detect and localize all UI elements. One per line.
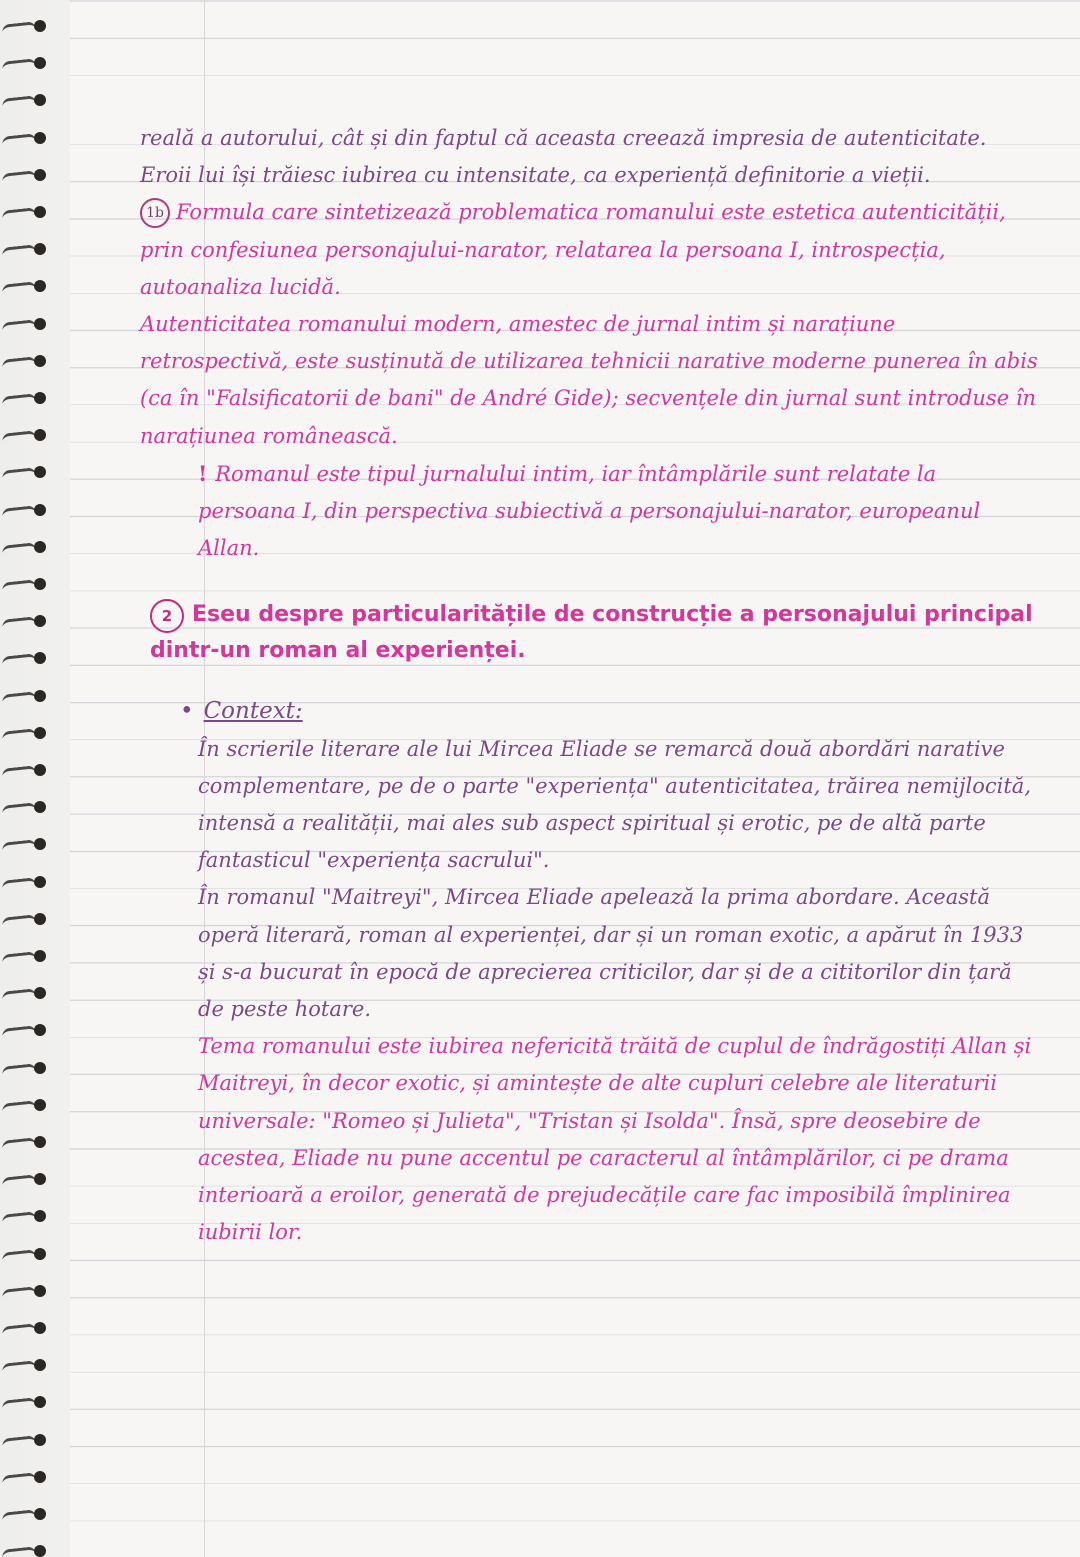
spiral-coil [2, 1246, 52, 1260]
coil-hole [34, 1210, 46, 1222]
coil-hole [34, 206, 46, 218]
coil-hole [34, 20, 46, 32]
spiral-coil [2, 241, 52, 255]
spiral-coil [2, 1432, 52, 1446]
spiral-coil [2, 762, 52, 776]
spiral-coil [2, 427, 52, 441]
spiral-coil [2, 353, 52, 367]
coil-hole [34, 1099, 46, 1111]
spiral-coil [2, 1097, 52, 1111]
coil-hole [34, 690, 46, 702]
item-number-badge: 1b [140, 198, 170, 228]
coil-hole [34, 318, 46, 330]
spiral-coil [2, 576, 52, 590]
coil-hole [34, 466, 46, 478]
spiral-coil [2, 799, 52, 813]
spiral-coil [2, 502, 52, 516]
coil-wire [2, 914, 37, 927]
spiral-coil [2, 836, 52, 850]
spiral-coil [2, 130, 52, 144]
spiral-coil [2, 1134, 52, 1148]
coil-wire [2, 96, 37, 109]
spiral-coil [2, 1506, 52, 1520]
coil-wire [2, 393, 37, 406]
spiral-coil [2, 316, 52, 330]
coil-hole [34, 1396, 46, 1408]
coil-hole [34, 1136, 46, 1148]
spiral-coil [2, 613, 52, 627]
coil-hole [34, 429, 46, 441]
coil-hole [34, 57, 46, 69]
spiral-coil [2, 874, 52, 888]
coil-wire [2, 468, 37, 481]
spiral-coil [2, 278, 52, 292]
coil-hole [34, 801, 46, 813]
coil-wire [2, 282, 37, 295]
spiral-coil [2, 464, 52, 478]
coil-hole [34, 541, 46, 553]
coil-wire [2, 1435, 37, 1448]
coil-hole [34, 876, 46, 888]
spiral-coil [2, 390, 52, 404]
coil-hole [34, 727, 46, 739]
spiral-coil [2, 1320, 52, 1334]
coil-wire [2, 1212, 37, 1225]
item-1b [140, 194, 1040, 306]
essay-heading [140, 597, 1040, 669]
coil-wire [2, 951, 37, 964]
coil-wire [2, 877, 37, 890]
spiral-coil [2, 1060, 52, 1074]
coil-hole [34, 1285, 46, 1297]
coil-hole [34, 1434, 46, 1446]
paragraph-3-block [140, 455, 1040, 568]
coil-hole [34, 1024, 46, 1036]
spiral-coil [2, 1357, 52, 1371]
coil-wire [2, 728, 37, 741]
spiral-coil [2, 539, 52, 553]
coil-hole [34, 838, 46, 850]
spiral-coil [2, 1543, 52, 1557]
coil-hole [34, 950, 46, 962]
coil-hole [34, 1248, 46, 1260]
paragraph-5: În romanul "Maitreyi", Mircea Eliade apelează la prima abordare. Această operă literară, roman al experienței, dar și un roman exotic, a apărut în 1933 și s-a bucurat în epocă de aprecierea criticilor, dar și de a cititorilor din țară de peste hotare. [198, 885, 1024, 1022]
coil-hole [34, 615, 46, 627]
paragraph-6: Tema romanului este iubirea nefericită trăită de cuplul de îndrăgostiți Allan și Maitreyi, în decor exotic, și amintește de alte cupluri celebre ale literaturii universale: "Romeo și Julieta", "Tristan și Isolda". Însă, spre deosebire de acestea, Eliade nu pune accentul pe caracterul al întâmplărilor, ci pe drama interioară a eroilor, generată de prejudecățile care fac imposibilă împlinirea iubirii lor. [198, 1034, 1032, 1245]
spiral-coil [2, 167, 52, 181]
paragraph-1: reală a autorului, cât și din faptul că aceasta creează impresia de autenticitate. Eroii lui își trăiesc iubirea cu intensitate, ca experiență definitorie a vieții. [140, 126, 987, 188]
coil-hole [34, 1322, 46, 1334]
coil-wire [2, 1398, 37, 1411]
coil-wire [2, 1546, 37, 1557]
coil-hole [34, 1173, 46, 1185]
coil-wire [2, 542, 37, 555]
coil-wire [2, 1323, 37, 1336]
spiral-coil [2, 985, 52, 999]
paragraph-4: În scrierile literare ale lui Mircea Eliade se remarcă două abordări narative complementare, pe de o parte "experiența" autenticitatea, trăirea nemijlocită, intensă a realității, mai ales sub aspect spiritual și erotic, pe de altă parte fantasticul "experiența sacrului". [198, 736, 1032, 873]
coil-hole [34, 987, 46, 999]
coil-wire [2, 579, 37, 592]
coil-wire [2, 1063, 37, 1076]
spiral-binding [0, 0, 70, 1557]
coil-hole [34, 913, 46, 925]
coil-hole [34, 1062, 46, 1074]
coil-hole [34, 1545, 46, 1557]
context-label: Context: [203, 698, 303, 725]
coil-hole [34, 504, 46, 516]
item-1b-text: Formula care sintetizează problematica romanului este estetica autenticității, prin confesiunea personajului-narator, relatarea la persoana I, introspecția, autoanaliza lucidă. [140, 200, 1006, 299]
spiral-coil [2, 18, 52, 32]
coil-hole [34, 94, 46, 106]
coil-wire [2, 133, 37, 146]
handwritten-notes [140, 120, 1040, 1251]
exclamation-icon: ! [198, 460, 208, 486]
spiral-coil [2, 688, 52, 702]
coil-hole [34, 243, 46, 255]
spiral-coil [2, 948, 52, 962]
coil-hole [34, 132, 46, 144]
paragraph-2: Autenticitatea romanului modern, amestec de jurnal intim și narațiune retrospectivă, este susținută de utilizarea tehnicii narative moderne punerea în abis (ca în "Falsificatorii de bani" de André Gide); secvențele din jurnal sunt introduse în narațiunea românească. [140, 312, 1038, 448]
coil-hole [34, 392, 46, 404]
spiral-coil [2, 92, 52, 106]
coil-hole [34, 280, 46, 292]
spiral-coil [2, 1283, 52, 1297]
spiral-coil [2, 1469, 52, 1483]
coil-hole [34, 1359, 46, 1371]
coil-hole [34, 578, 46, 590]
coil-wire [2, 691, 37, 704]
coil-wire [2, 244, 37, 257]
spiral-coil [2, 911, 52, 925]
coil-wire [2, 1249, 37, 1262]
coil-hole [34, 764, 46, 776]
coil-wire [2, 21, 37, 34]
coil-wire [2, 802, 37, 815]
spiral-coil [2, 650, 52, 664]
heading-number-badge: 2 [150, 599, 184, 633]
essay-heading-title: Eseu despre particularitățile de construcție a personajului principal dintr-un roman al experienței. [150, 602, 1033, 664]
coil-wire [2, 616, 37, 629]
coil-hole [34, 652, 46, 664]
coil-wire [2, 988, 37, 1001]
coil-wire [2, 207, 37, 220]
coil-hole [34, 1508, 46, 1520]
coil-wire [2, 170, 37, 183]
coil-hole [34, 169, 46, 181]
spiral-coil [2, 1394, 52, 1408]
coil-wire [2, 58, 37, 71]
coil-wire [2, 430, 37, 443]
coil-wire [2, 840, 37, 853]
bullet-icon: • [180, 698, 194, 725]
spiral-coil [2, 204, 52, 218]
paragraph-3: Romanul este tipul jurnalului intim, iar întâmplările sunt relatate la persoana I, din perspectiva subiectivă a personajului-narator, europeanul Allan. [198, 461, 981, 561]
coil-wire [2, 356, 37, 369]
coil-wire [2, 1026, 37, 1039]
coil-wire [2, 1360, 37, 1373]
context-label-row [140, 693, 1040, 730]
coil-wire [2, 765, 37, 778]
spiral-coil [2, 1208, 52, 1222]
coil-wire [2, 319, 37, 332]
spiral-coil [2, 1171, 52, 1185]
spiral-coil [2, 725, 52, 739]
spiral-coil [2, 1022, 52, 1036]
coil-wire [2, 1100, 37, 1113]
spiral-coil [2, 55, 52, 69]
coil-wire [2, 1286, 37, 1299]
coil-wire [2, 1509, 37, 1522]
coil-wire [2, 1174, 37, 1187]
coil-wire [2, 1137, 37, 1150]
coil-wire [2, 654, 37, 667]
coil-hole [34, 1471, 46, 1483]
coil-wire [2, 505, 37, 518]
coil-hole [34, 355, 46, 367]
coil-wire [2, 1472, 37, 1485]
